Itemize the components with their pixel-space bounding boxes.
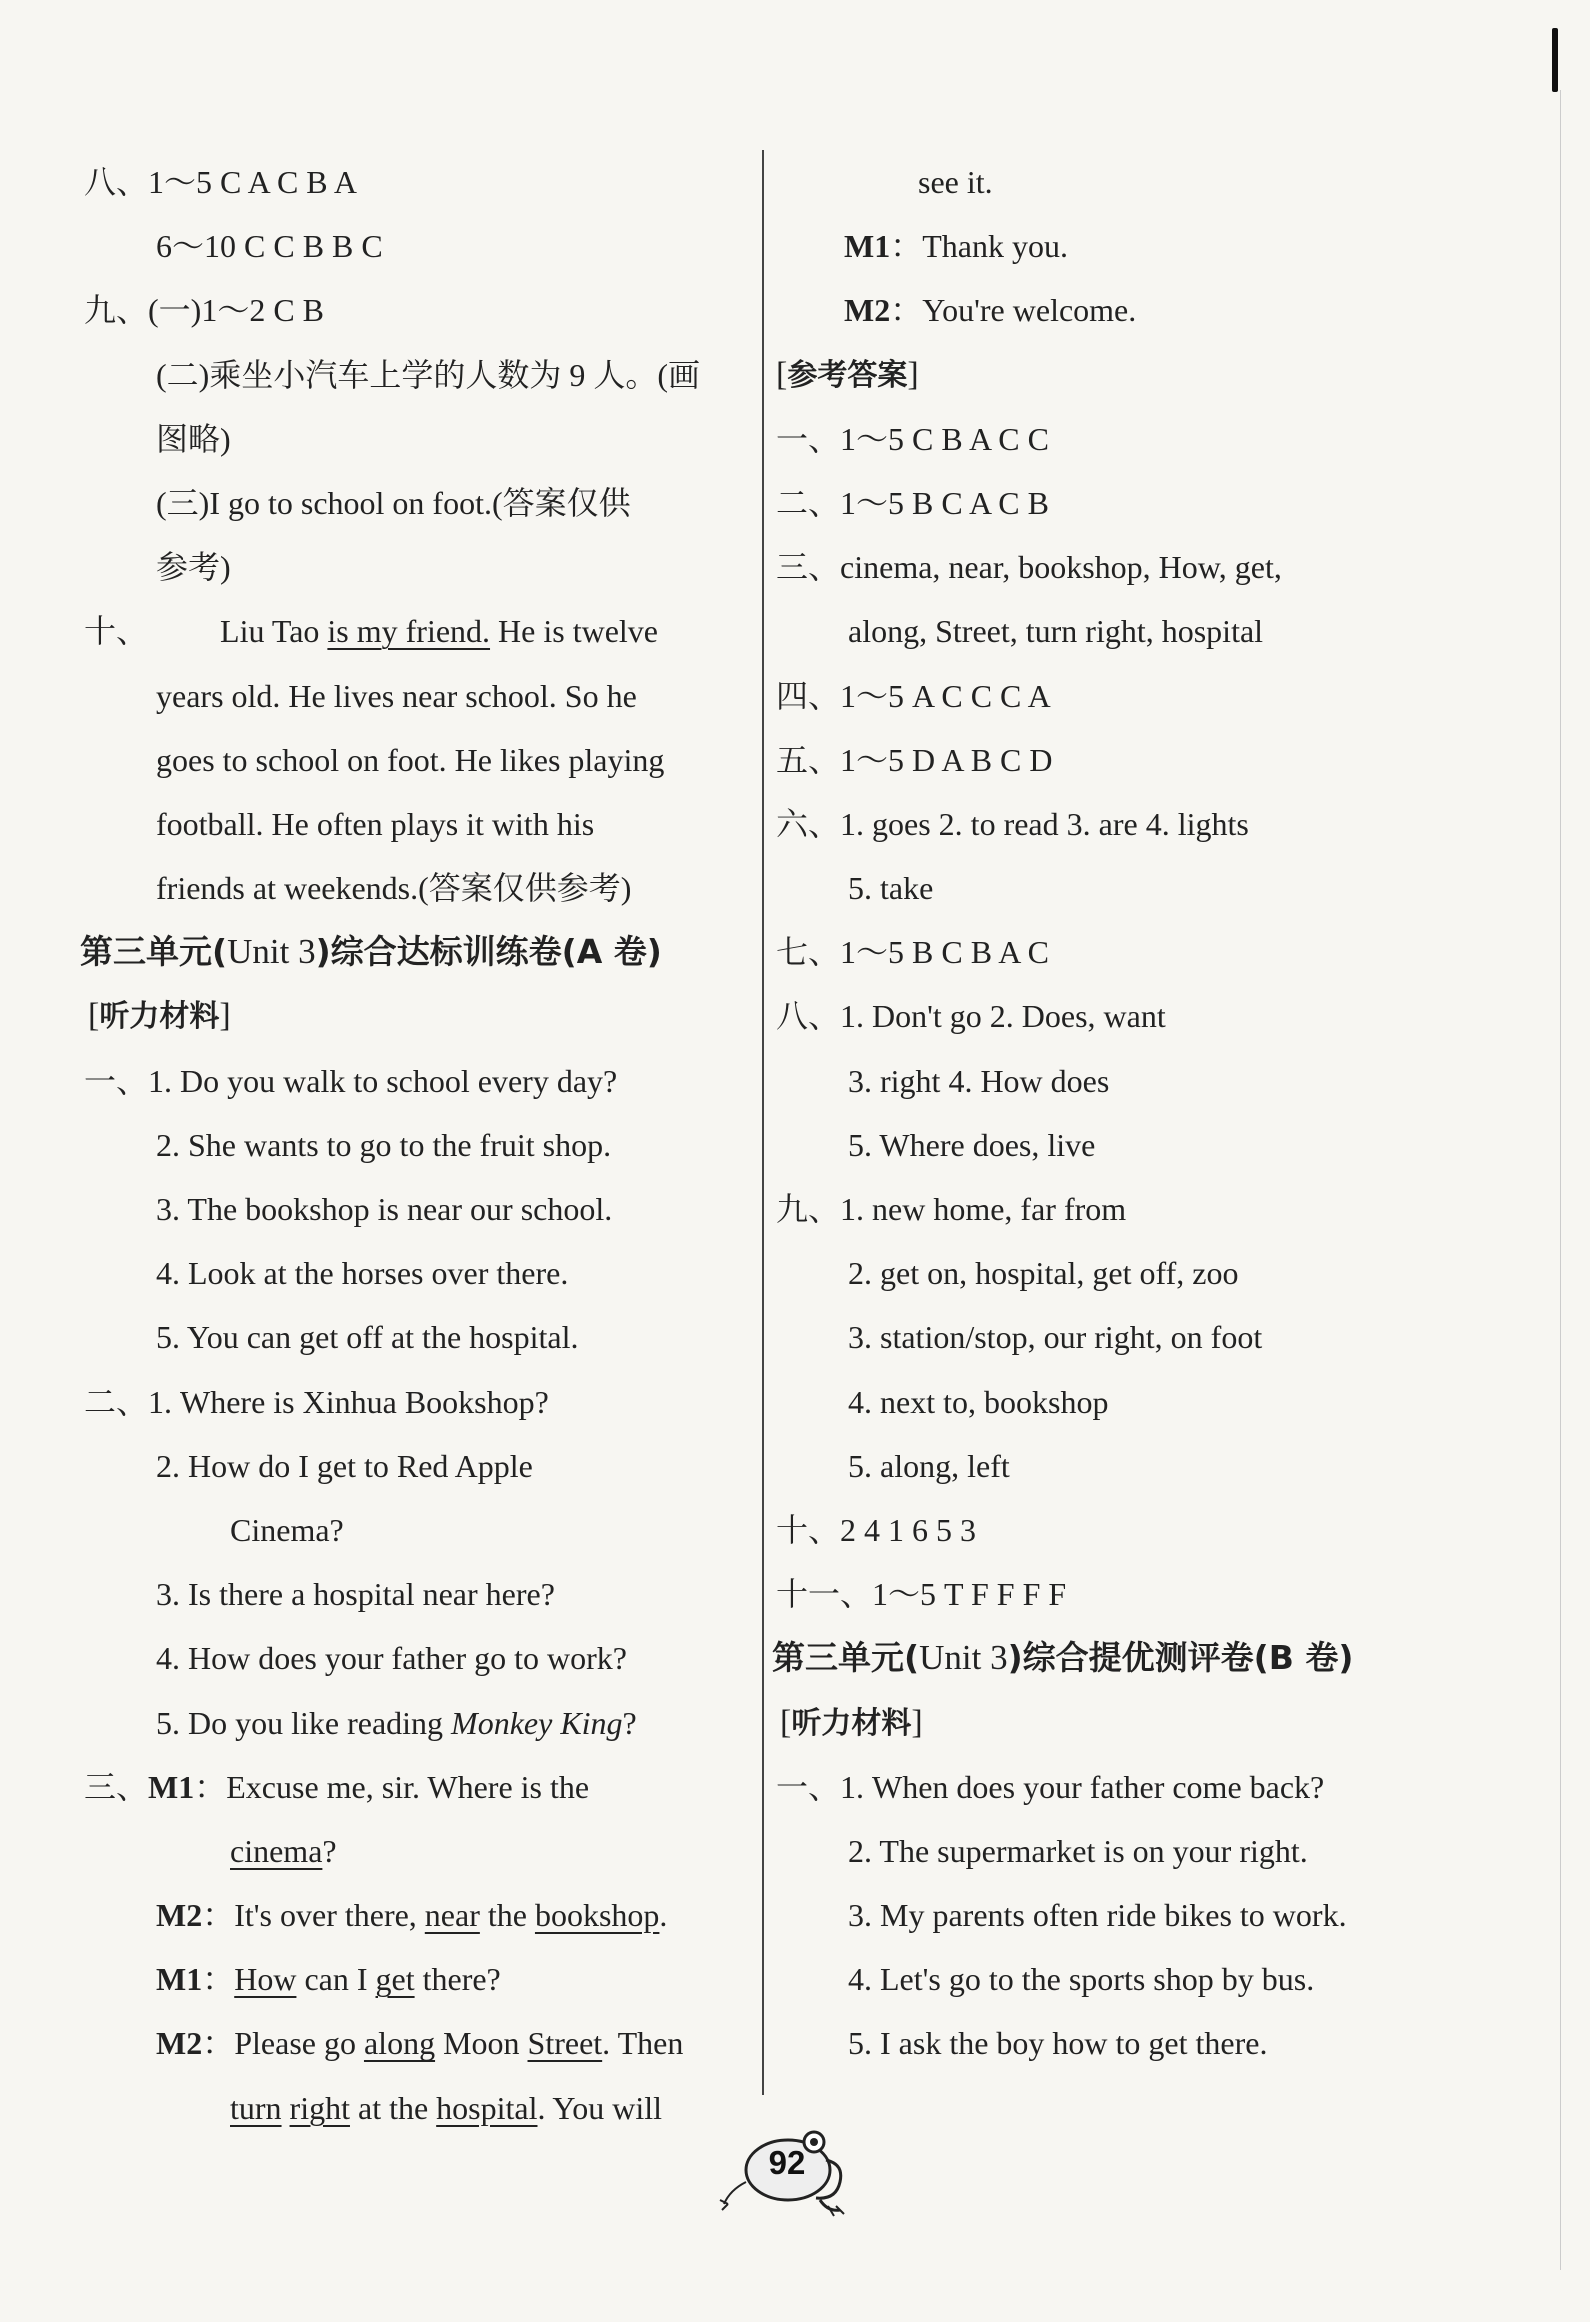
s2-item2-cont: Cinema?	[230, 1511, 344, 1548]
q9-line3: 图略)	[156, 420, 231, 457]
answer-9-item4: 4. next to, bookshop	[848, 1383, 1109, 1420]
q10-line5: friends at weekends.(答案仅供参考)	[156, 870, 632, 907]
answer-2: 二、1～5 B C A C B	[776, 484, 1049, 521]
s1-item5: 5. You can get off at the hospital.	[156, 1319, 579, 1356]
page-number: 92	[768, 2144, 806, 2181]
s3-dialog4-cont: turn right at the hospital. You will	[230, 2089, 662, 2126]
s2-item4: 4. How does your father go to work?	[156, 1640, 627, 1677]
s3-dialog4: M2：Please go along Moon Street. Then	[156, 2025, 684, 2062]
listening-label-b: [听力材料]	[780, 1703, 923, 1741]
s3-dialog3: M1：How can I get there?	[156, 1961, 501, 1998]
s2-item1: 二、1. Where is Xinhua Bookshop?	[84, 1383, 549, 1420]
answer-8-line1: 八、1. Don't go 2. Does, want	[776, 998, 1166, 1035]
s2-item2: 2. How do I get to Red Apple	[156, 1447, 533, 1484]
answers-label: [参考答案]	[776, 355, 919, 393]
s3-dialog1-cont: cinema?	[230, 1832, 337, 1869]
s2-item3: 3. Is there a hospital near here?	[156, 1576, 555, 1613]
answer-9-item5: 5. along, left	[848, 1447, 1010, 1484]
q10-line1: 十、 Liu Tao is my friend. He is twelve	[84, 613, 658, 650]
answer-9-item1: 九、1. new home, far from	[776, 1191, 1127, 1227]
dialog-thank-you: M1：Thank you.	[844, 228, 1068, 265]
b1-item3: 3. My parents often ride bikes to work.	[848, 1897, 1347, 1934]
b1-item5: 5. I ask the boy how to get there.	[848, 2025, 1268, 2062]
s1-item1: 一、1. Do you walk to school every day?	[84, 1062, 618, 1099]
answer-11: 十一、1～5 T F F F F	[776, 1576, 1067, 1613]
answer-8-line2: 3. right 4. How does	[848, 1062, 1110, 1099]
b1-item4: 4. Let's go to the sports shop by bus.	[848, 1961, 1315, 1998]
left-column	[80, 150, 750, 2140]
s1-item4: 4. Look at the horses over there.	[156, 1255, 569, 1292]
unit-a-heading: 第三单元(Unit 3)综合达标训练卷(A 卷)	[80, 932, 662, 972]
dialog-welcome: M2：You're welcome.	[844, 292, 1137, 329]
b1-item2: 2. The supermarket is on your right.	[848, 1832, 1308, 1869]
answer-3-line1: 三、cinema, near, bookshop, How, get,	[776, 549, 1282, 586]
s2-item5: 5. Do you like reading Monkey King?	[156, 1704, 637, 1741]
q9-line5: 参考)	[156, 549, 231, 586]
s1-item3: 3. The bookshop is near our school.	[156, 1191, 613, 1227]
answer-6-line1: 六、1. goes 2. to read 3. are 4. lights	[776, 805, 1249, 842]
unit-b-heading: 第三单元(Unit 3)综合提优测评卷(B 卷)	[772, 1638, 1354, 1678]
answer-9-item3: 3. station/stop, our right, on foot	[848, 1319, 1263, 1356]
answer-5: 五、1～5 D A B C D	[776, 741, 1053, 778]
answer-7: 七、1～5 B C B A C	[776, 934, 1049, 971]
answer-6-line2: 5. take	[848, 870, 934, 907]
q8-line2: 6～10 C C B B C	[156, 228, 383, 265]
answer-8-line3: 5. Where does, live	[848, 1126, 1096, 1163]
answer-1: 一、1～5 C B A C C	[776, 420, 1049, 457]
s3-dialog1: 三、M1：Excuse me, sir. Where is the	[84, 1768, 590, 1805]
q9-line1: 九、(一)1～2 C B	[84, 292, 325, 329]
listening-label-a: [听力材料]	[88, 997, 231, 1035]
column-divider	[762, 150, 764, 2095]
s3-dialog2: M2：It's over there, near the bookshop.	[156, 1897, 668, 1934]
s1-item2: 2. She wants to go to the fruit shop.	[156, 1126, 612, 1163]
edge-mark	[1552, 28, 1558, 92]
q8-line1: 八、1～5 C A C B A	[84, 164, 357, 200]
page-footer	[716, 2120, 866, 2220]
q10-line4: football. He often plays it with his	[156, 805, 595, 842]
q10-line2: years old. He lives near school. So he	[156, 677, 637, 714]
edge-line	[1560, 90, 1561, 2270]
answer-3-line2: along, Street, turn right, hospital	[848, 613, 1264, 650]
dialog-cont-see-it: see it.	[918, 164, 993, 200]
answer-9-item2: 2. get on, hospital, get off, zoo	[848, 1255, 1239, 1292]
q9-line2: (二)乘坐小汽车上学的人数为 9 人。(画	[156, 356, 700, 393]
answer-4: 四、1～5 A C C C A	[776, 677, 1051, 714]
right-column	[772, 150, 1476, 2076]
q9-line4: (三)I go to school on foot.(答案仅供	[156, 484, 631, 521]
q10-line3: goes to school on foot. He likes playing	[156, 741, 665, 778]
b1-item1: 一、1. When does your father come back?	[776, 1768, 1325, 1805]
answer-10: 十、2 4 1 6 5 3	[776, 1511, 977, 1548]
